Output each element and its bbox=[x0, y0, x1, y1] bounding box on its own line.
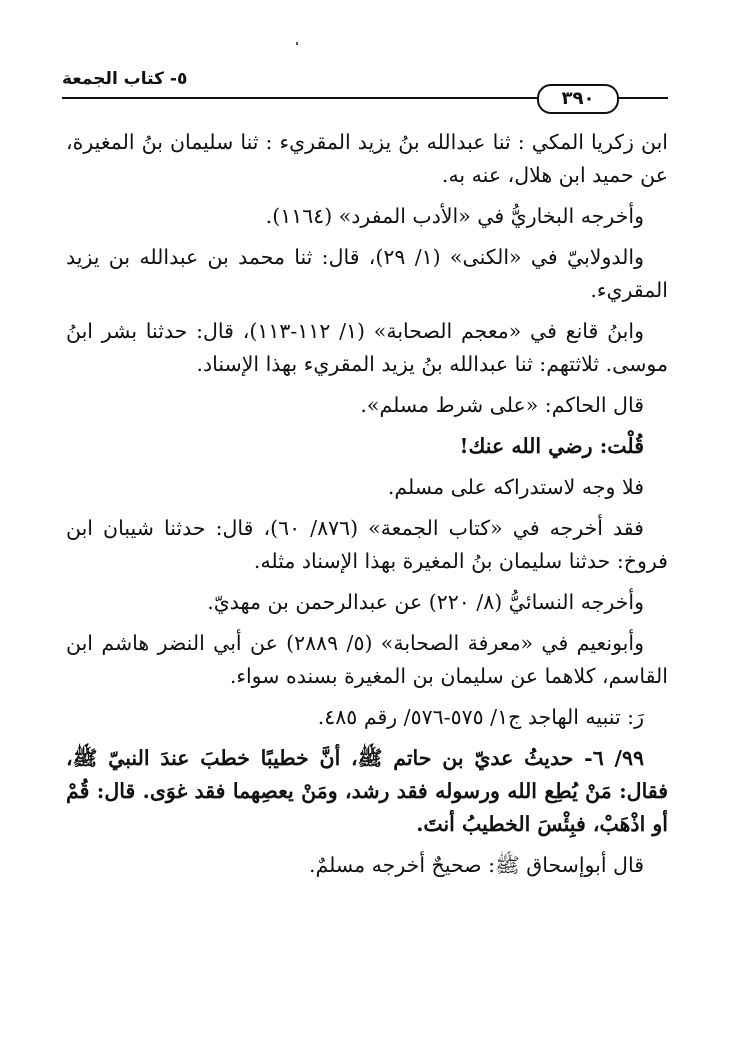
paragraph-abu-nuaym: وأبونعيم في «معرفة الصحابة» (٥/ ٢٨٨٩) عن أبي النضر هاشم ابن القاسم، كلاهما عن سليمان بن المغيرة بسنده سواء. bbox=[66, 631, 668, 688]
paragraph-bukhari: وأخرجه البخاريُّ في «الأدب المفرد» (١١٦٤). bbox=[265, 204, 644, 228]
chapter-title: ٥- كتاب الجمعة bbox=[62, 69, 188, 89]
paragraph-hakim: قال الحاكم: «على شرط مسلم». bbox=[360, 393, 644, 417]
paragraph-muslim-jumua: فقد أخرجه في «كتاب الجمعة» (٨٧٦/ ٦٠)، قال: حدثنا شيبان ابن فروخ: حدثنا سليمان بنُ المغيرة بهذا الإسناد مثله. bbox=[66, 516, 668, 573]
paragraph-hadith-99: ٩٩/ ٦- حديثُ عديّ بن حاتم ﷺ، أنَّ خطيبًا خطبَ عندَ النبيّ ﷺ، فقال: مَنْ يُطِع الله ورسوله فقد رشد، ومَنْ يعصِهما فقد غوَى. قال: قُمْ أو اذْهَبْ، فبِئْسَ الخطيبُ أنتَ. bbox=[66, 746, 668, 836]
scan-speck bbox=[296, 42, 298, 45]
page-header bbox=[62, 68, 668, 108]
paragraph-qult: قُلْت: رضي الله عنك! bbox=[459, 434, 644, 458]
paragraph-cross-reference: رَ: تنبيه الهاجد ج١/ ٥٧٥-٥٧٦/ رقم ٤٨٥. bbox=[317, 705, 644, 729]
paragraph-continuation: ابن زكريا المكي : ثنا عبدالله بنُ يزيد المقريء : ثنا سليمان بنُ المغيرة، عن حميد ابن هلال، عنه به. bbox=[66, 130, 668, 187]
page-body bbox=[66, 126, 668, 890]
page-number: ٣٩٠ bbox=[537, 84, 619, 114]
paragraph-abu-ishaq: قال أبوإسحاق ﷺ: صحيحٌ أخرجه مسلمٌ. bbox=[308, 853, 644, 877]
paragraph-ibn-qani: وابنُ قانع في «معجم الصحابة» (١/ ١١٢-١١٣)، قال: حدثنا بشر ابنُ موسى. ثلاثتهم: ثنا عبدالله بنُ يزيد المقريء بهذا الإسناد. bbox=[66, 319, 668, 376]
paragraph-nasai: وأخرجه النسائيُّ (٨/ ٢٢٠) عن عبدالرحمن بن مهديّ. bbox=[207, 590, 644, 614]
paragraph-no-reason: فلا وجه لاستدراكه على مسلم. bbox=[387, 475, 644, 499]
paragraph-dulabi: والدولابيّ في «الكنى» (١/ ٢٩)، قال: ثنا محمد بن عبدالله بن يزيد المقريء. bbox=[66, 245, 668, 302]
